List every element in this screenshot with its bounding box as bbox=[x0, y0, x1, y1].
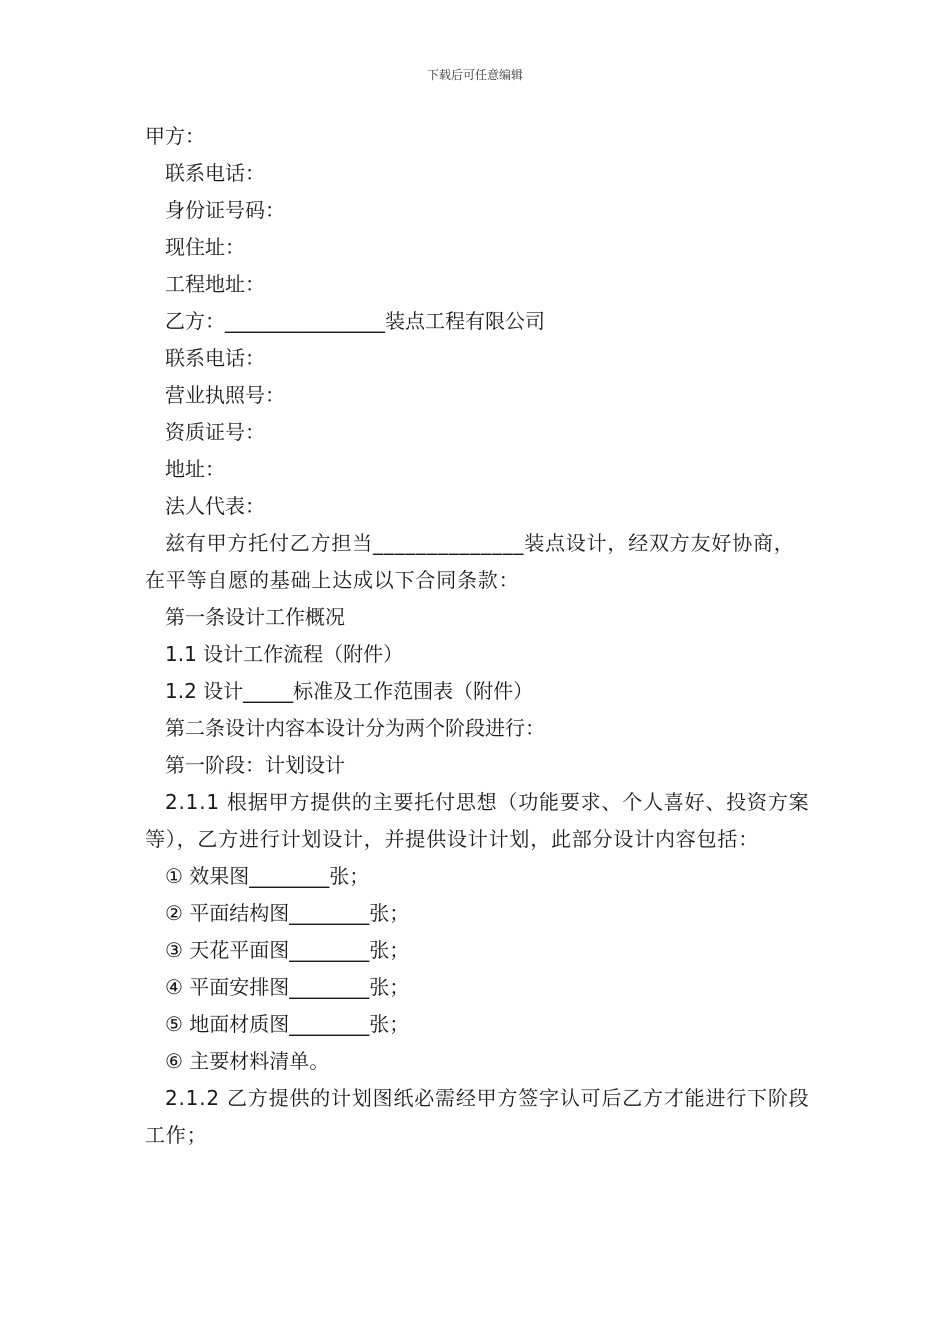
party-b-address: 地址： bbox=[165, 457, 225, 481]
preamble-paragraph: 兹有甲方托付乙方担当______________装点设计，经双方友好协商，在平等自愿的基础上达成以下合同条款： bbox=[145, 531, 795, 592]
party-a-address: 现住址： bbox=[165, 235, 245, 259]
list-item: ① 效果图________张； bbox=[165, 864, 370, 888]
party-b-phone: 联系电话： bbox=[165, 346, 265, 370]
list-item: ③ 天花平面图________张； bbox=[165, 938, 410, 962]
clause-2-1-2: 2.1.2 乙方提供的计划图纸必需经甲方签字认可后乙方才能进行下阶段工作； bbox=[145, 1086, 810, 1147]
list-item: ⑥ 主要材料清单。 bbox=[165, 1049, 330, 1073]
business-license: 营业执照号： bbox=[165, 383, 285, 407]
article-1-heading: 第一条设计工作概况 bbox=[165, 605, 345, 629]
clause-1-2: 1.2 设计_____标准及工作范围表（附件） bbox=[165, 679, 534, 703]
party-a-label: 甲方： bbox=[145, 124, 205, 148]
article-2-heading: 第二条设计内容本设计分为两个阶段进行： bbox=[165, 716, 545, 740]
legal-representative: 法人代表： bbox=[165, 494, 265, 518]
project-address: 工程地址： bbox=[165, 272, 265, 296]
clause-1-1: 1.1 设计工作流程（附件） bbox=[165, 642, 404, 666]
stage-1-heading: 第一阶段：计划设计 bbox=[165, 753, 345, 777]
party-a-phone: 联系电话： bbox=[165, 161, 265, 185]
list-item: ④ 平面安排图________张； bbox=[165, 975, 410, 999]
list-item: ⑤ 地面材质图________张； bbox=[165, 1012, 410, 1036]
page-header: 下载后可任意编辑 bbox=[426, 68, 523, 82]
contract-body bbox=[145, 118, 815, 1154]
list-item: ② 平面结构图________张； bbox=[165, 901, 410, 925]
party-b-label: 乙方：________________装点工程有限公司 bbox=[165, 309, 545, 333]
qualification-number: 资质证号： bbox=[165, 420, 265, 444]
clause-2-1-1: 2.1.1 根据甲方提供的主要托付思想（功能要求、个人喜好、投资方案等），乙方进行计划设计，并提供设计计划，此部分设计内容包括： bbox=[145, 790, 810, 851]
party-a-id-number: 身份证号码： bbox=[165, 198, 285, 222]
